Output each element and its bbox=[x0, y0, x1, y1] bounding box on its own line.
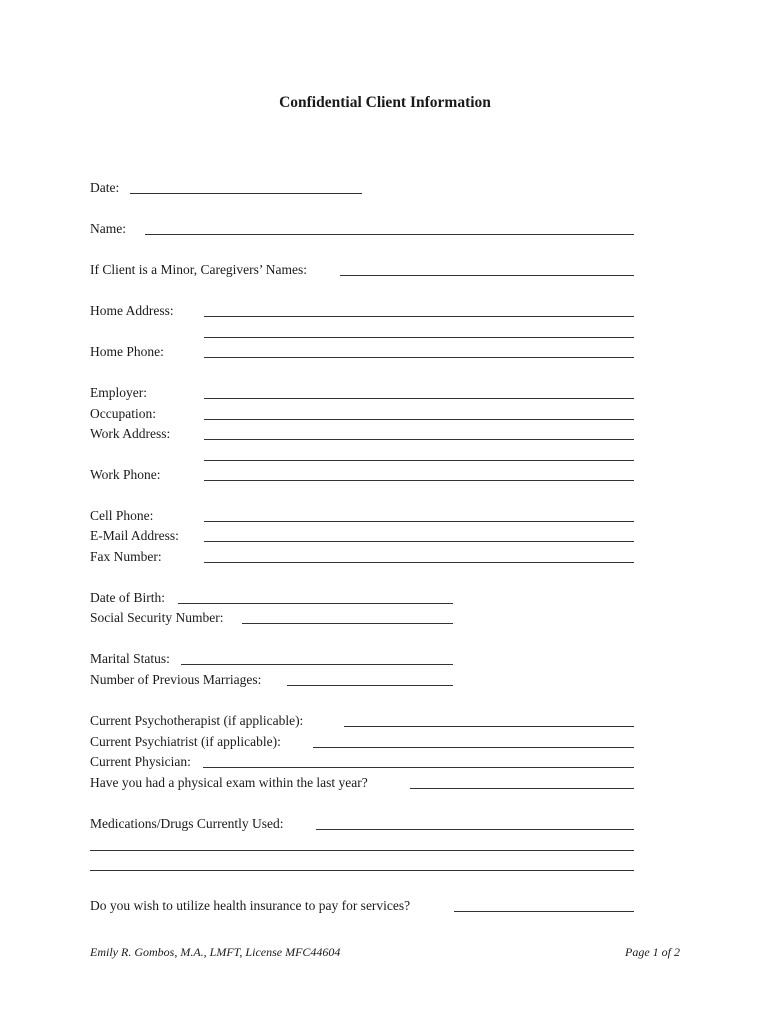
ssn-label: Social Security Number: bbox=[90, 610, 224, 625]
fax-label: Fax Number: bbox=[90, 549, 162, 564]
physician-field[interactable] bbox=[203, 767, 634, 768]
insurance-label: Do you wish to utilize health insurance to pay for services? bbox=[90, 898, 411, 913]
caregivers-field[interactable] bbox=[340, 275, 634, 276]
employer-label: Employer: bbox=[90, 385, 147, 400]
cell-phone-label: Cell Phone: bbox=[90, 508, 154, 523]
date-field[interactable] bbox=[130, 193, 362, 194]
physician-label: Current Physician: bbox=[90, 754, 191, 769]
home-address-field-line-2[interactable] bbox=[204, 337, 634, 338]
medications-field[interactable] bbox=[316, 829, 634, 830]
fax-field[interactable] bbox=[204, 562, 634, 563]
medications-field-line-3[interactable] bbox=[90, 870, 634, 871]
cell-phone-field[interactable] bbox=[204, 521, 634, 522]
home-phone-field[interactable] bbox=[204, 357, 634, 358]
caregivers-label: If Client is a Minor, Caregivers’ Names: bbox=[90, 262, 308, 277]
name-field[interactable] bbox=[145, 234, 634, 235]
email-field[interactable] bbox=[204, 541, 634, 542]
marital-status-label: Marital Status: bbox=[90, 651, 170, 666]
name-label: Name: bbox=[90, 221, 126, 236]
psychotherapist-label: Current Psychotherapist (if applicable): bbox=[90, 713, 304, 728]
page-title: Confidential Client Information bbox=[279, 94, 491, 111]
medications-field-line-2[interactable] bbox=[90, 850, 634, 851]
insurance-field[interactable] bbox=[454, 911, 634, 912]
email-label: E-Mail Address: bbox=[90, 528, 179, 543]
date-label: Date: bbox=[90, 180, 120, 195]
marital-status-field[interactable] bbox=[181, 664, 453, 665]
psychiatrist-label: Current Psychiatrist (if applicable): bbox=[90, 734, 281, 749]
previous-marriages-label: Number of Previous Marriages: bbox=[90, 672, 262, 687]
home-address-label: Home Address: bbox=[90, 303, 174, 318]
footer-author: Emily R. Gombos, M.A., LMFT, License MFC44604 bbox=[90, 945, 341, 959]
physical-exam-label: Have you had a physical exam within the last year? bbox=[90, 775, 368, 790]
work-phone-label: Work Phone: bbox=[90, 467, 161, 482]
medications-label: Medications/Drugs Currently Used: bbox=[90, 816, 284, 831]
psychotherapist-field[interactable] bbox=[344, 726, 634, 727]
physical-exam-field[interactable] bbox=[410, 788, 634, 789]
footer-page-number: Page 1 of 2 bbox=[625, 945, 680, 959]
work-address-label: Work Address: bbox=[90, 426, 171, 441]
psychiatrist-field[interactable] bbox=[313, 747, 634, 748]
home-phone-label: Home Phone: bbox=[90, 344, 164, 359]
occupation-field[interactable] bbox=[204, 419, 634, 420]
ssn-field[interactable] bbox=[242, 623, 453, 624]
work-address-field[interactable] bbox=[204, 439, 634, 440]
work-phone-field[interactable] bbox=[204, 480, 634, 481]
work-address-field-line-2[interactable] bbox=[204, 460, 634, 461]
dob-label: Date of Birth: bbox=[90, 590, 165, 605]
home-address-field[interactable] bbox=[204, 316, 634, 317]
previous-marriages-field[interactable] bbox=[287, 685, 453, 686]
employer-field[interactable] bbox=[204, 398, 634, 399]
dob-field[interactable] bbox=[178, 603, 453, 604]
occupation-label: Occupation: bbox=[90, 406, 156, 421]
